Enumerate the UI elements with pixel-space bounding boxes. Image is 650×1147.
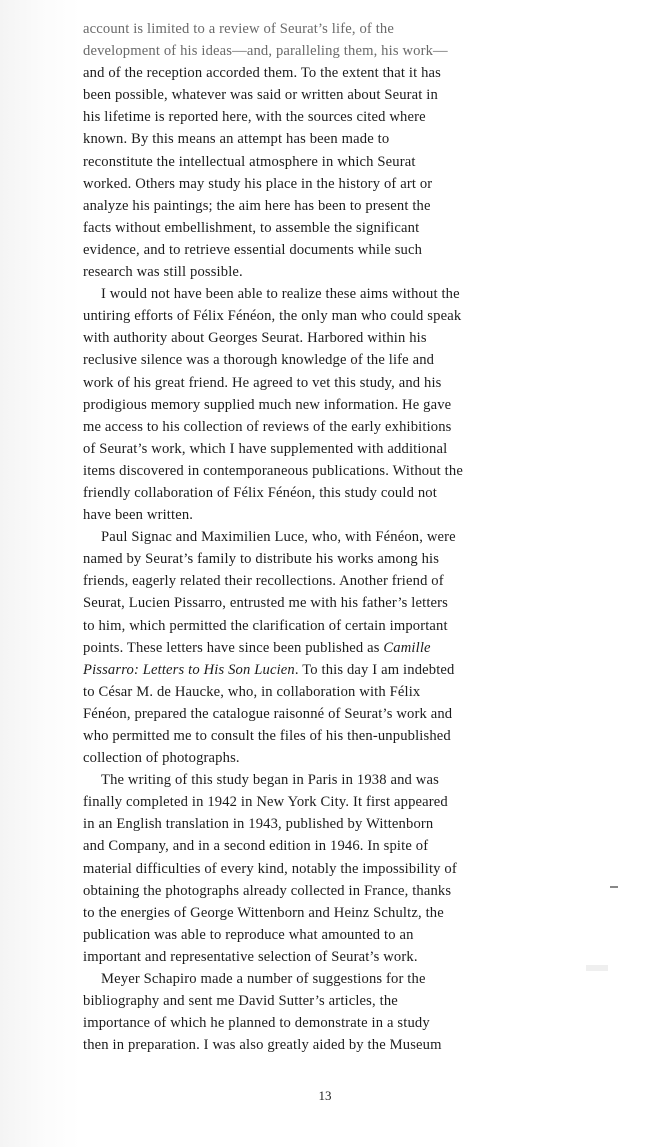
- text-line: finally completed in 1942 in New York City. It first appeared: [83, 794, 448, 811]
- text-line: obtaining the photographs already collected in France, thanks: [83, 882, 452, 899]
- text-line: me access to his collection of reviews of the early exhibitions: [83, 418, 452, 435]
- text-line: analyze his paintings; the aim here has been to present the: [83, 197, 431, 214]
- text-line: with authority about Georges Seurat. Harbored within his: [83, 330, 427, 347]
- text-line: Paul Signac and Maximilien Luce, who, with Fénéon, were: [101, 529, 456, 546]
- page-number: 13: [318, 1088, 332, 1103]
- text-line: friends, eagerly related their recollections. Another friend of: [83, 573, 444, 590]
- scan-artifact: [586, 965, 608, 971]
- text-line: bibliography and sent me David Sutter’s articles, the: [83, 993, 398, 1010]
- text-line: reclusive silence was a thorough knowledge of the life and: [83, 352, 435, 369]
- text-line: account is limited to a review of Seurat’s life, of the: [83, 21, 394, 37]
- text-line: worked. Others may study his place in the history of art or: [83, 175, 433, 192]
- paragraph-2: [83, 283, 503, 526]
- text-line: named by Seurat’s family to distribute his works among his: [83, 551, 440, 568]
- text-line: in an English translation in 1943, published by Wittenborn: [83, 816, 434, 833]
- text-line: [83, 637, 503, 659]
- text-line: [83, 659, 503, 681]
- scan-artifact: [610, 886, 618, 888]
- text-line: research was still possible.: [83, 264, 243, 281]
- text-line: prodigious memory supplied much new information. He gave: [83, 396, 452, 413]
- text-line: publication was able to reproduce what amounted to an: [83, 926, 414, 943]
- body-text: [83, 18, 503, 1056]
- text-line: development of his ideas—and, paralleling them, his work—: [83, 43, 448, 60]
- text-line: to César M. de Haucke, who, in collaboration with Félix: [83, 683, 421, 700]
- text-line: then in preparation. I was also greatly aided by the Museum: [83, 1037, 442, 1054]
- paragraph-4: [83, 769, 503, 968]
- text-line: material difficulties of every kind, notably the impossibility of: [83, 860, 457, 877]
- text-line: and Company, and in a second edition in 1946. In spite of: [83, 838, 429, 855]
- text-line: and of the reception accorded them. To the extent that it has: [83, 65, 441, 82]
- text-line: Seurat, Lucien Pissarro, entrusted me with his father’s letters: [83, 595, 449, 612]
- text-line: important and representative selection of Seurat’s work.: [83, 948, 418, 965]
- text-line: reconstitute the intellectual atmosphere in which Seurat: [83, 153, 416, 170]
- text-run: . To this day I am indebted: [294, 661, 455, 678]
- text-line: been possible, whatever was said or written about Seurat in: [83, 87, 438, 104]
- text-line: his lifetime is reported here, with the sources cited where: [83, 109, 426, 126]
- text-line: friendly collaboration of Félix Fénéon, this study could not: [83, 484, 437, 501]
- text-line: items discovered in contemporaneous publications. Without the: [83, 462, 463, 479]
- text-line: The writing of this study began in Paris in 1938 and was: [101, 772, 439, 789]
- book-title-italic: Camille: [383, 639, 431, 656]
- paragraph-1: [83, 18, 503, 283]
- text-line: who permitted me to consult the files of his then-unpublished: [83, 728, 451, 744]
- text-line: importance of which he planned to demonstrate in a study: [83, 1015, 430, 1032]
- text-line: to him, which permitted the clarification of certain important: [83, 617, 448, 634]
- text-line: I would not have been able to realize these aims without the: [101, 286, 460, 303]
- text-line: have been written.: [83, 507, 194, 524]
- text-line: untiring efforts of Félix Fénéon, the only man who could speak: [83, 308, 462, 325]
- text-line: known. By this means an attempt has been made to: [83, 131, 390, 148]
- text-line: collection of photographs.: [83, 750, 240, 767]
- paragraph-5: [83, 968, 503, 1056]
- text-line: to the energies of George Wittenborn and Heinz Schultz, the: [83, 904, 444, 921]
- text-line: work of his great friend. He agreed to vet this study, and his: [83, 374, 442, 391]
- text-line: of Seurat’s work, which I have supplemented with additional: [83, 440, 448, 457]
- text-line: Fénéon, prepared the catalogue raisonné of Seurat’s work and: [83, 705, 453, 722]
- text-run: points. These letters have since been published as: [83, 639, 384, 656]
- book-title-italic: Pissarro: Letters to His Son Lucien: [83, 661, 295, 678]
- text-line: evidence, and to retrieve essential documents while such: [83, 241, 423, 258]
- text-line: Meyer Schapiro made a number of suggestions for the: [101, 971, 426, 988]
- paragraph-3: [83, 526, 503, 769]
- text-line: facts without embellishment, to assemble the significant: [83, 219, 420, 236]
